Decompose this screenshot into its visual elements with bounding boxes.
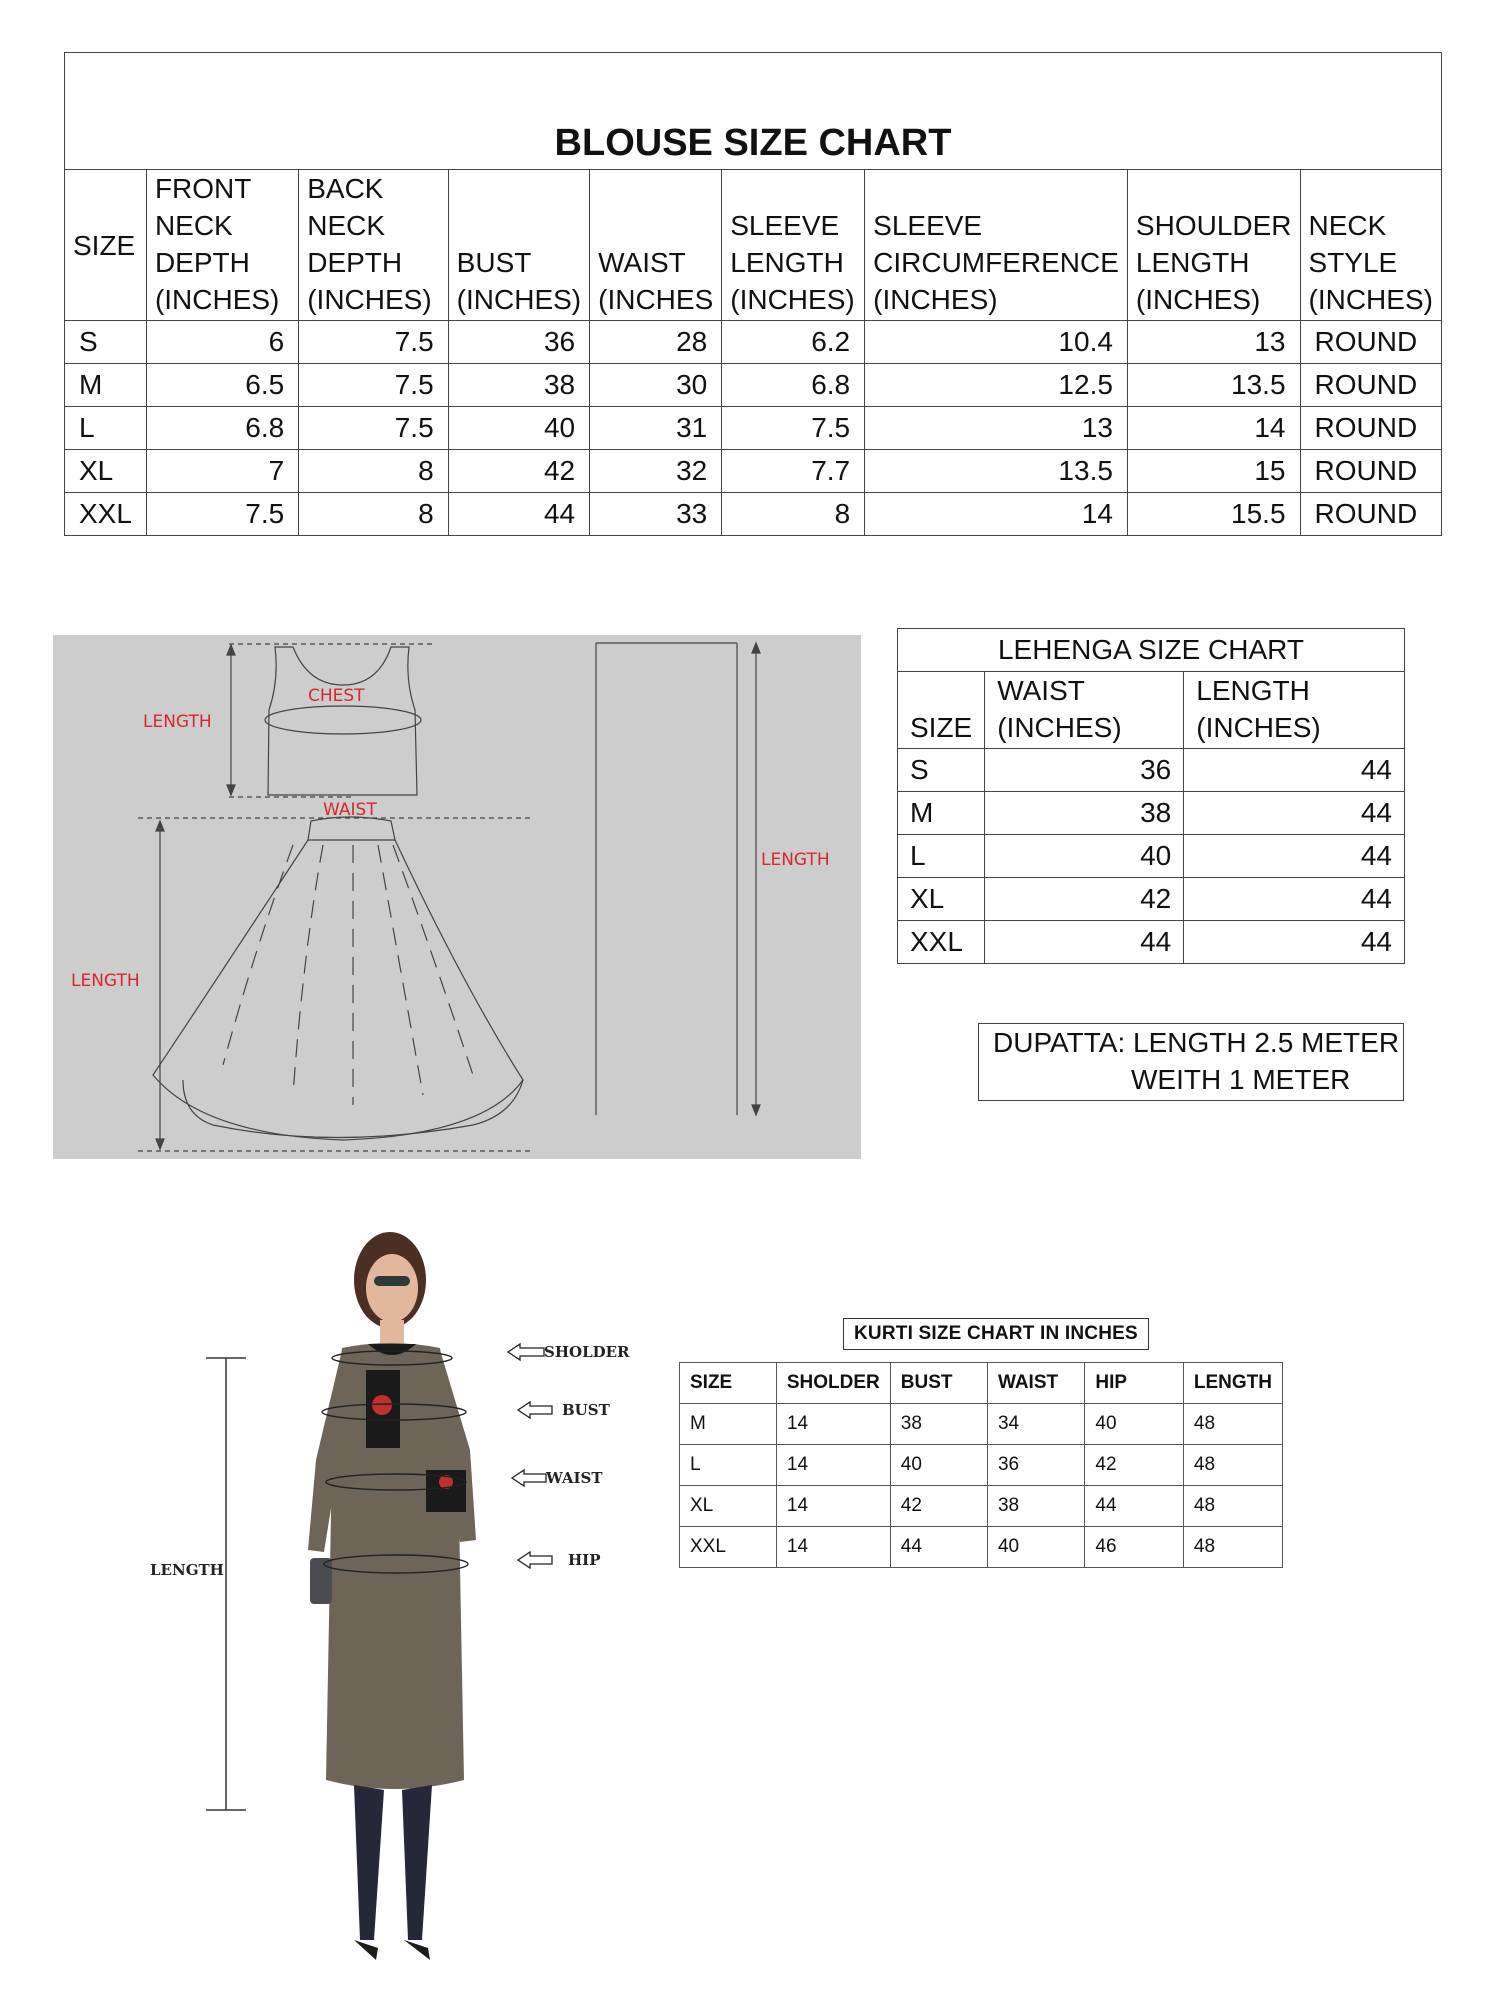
shoulder-label: SHOLDER	[544, 1343, 630, 1361]
table-cell: L	[65, 407, 147, 450]
table-cell: ROUND	[1300, 407, 1441, 450]
table-cell: 10.4	[865, 321, 1128, 364]
table-cell: L	[898, 835, 985, 878]
table-cell: 6.5	[146, 364, 298, 407]
column-header: LENGTH	[1183, 1363, 1282, 1404]
length-label: LENGTH	[71, 971, 140, 991]
table-cell: XXL	[65, 493, 147, 536]
table-cell: 8	[299, 450, 448, 493]
table-cell: 44	[1184, 792, 1405, 835]
column-header: BACK NECK DEPTH (INCHES)	[299, 170, 448, 321]
kurti-measurement-diagram	[140, 1220, 660, 1990]
table-cell: 42	[1085, 1445, 1183, 1486]
length-label: LENGTH	[150, 1561, 224, 1579]
table-row	[680, 1445, 1283, 1486]
table-cell: 28	[590, 321, 722, 364]
table-cell: 40	[448, 407, 589, 450]
dupatta-length-text: DUPATTA: LENGTH 2.5 METER	[993, 1027, 1400, 1058]
table-cell: 6.8	[146, 407, 298, 450]
table-cell: M	[680, 1404, 777, 1445]
table-row	[680, 1486, 1283, 1527]
dupatta-width-text: WEITH 1 METER	[1131, 1064, 1351, 1095]
dupatta-info-box	[978, 1023, 1404, 1101]
blouse-chart-title: BLOUSE SIZE CHART	[65, 53, 1442, 170]
table-row	[65, 493, 1442, 536]
table-row	[898, 749, 1405, 792]
table-cell: 44	[890, 1527, 987, 1568]
column-header: BUST	[890, 1363, 987, 1404]
table-cell: M	[65, 364, 147, 407]
table-cell: 13	[865, 407, 1128, 450]
table-row	[680, 1527, 1283, 1568]
column-header: SIZE	[680, 1363, 777, 1404]
table-cell: ROUND	[1300, 321, 1441, 364]
table-row	[898, 835, 1405, 878]
table-cell: ROUND	[1300, 450, 1441, 493]
table-cell: XXL	[680, 1527, 777, 1568]
table-cell: XL	[898, 878, 985, 921]
table-cell: 38	[890, 1404, 987, 1445]
table-cell: 44	[1184, 878, 1405, 921]
kurti-header-row	[680, 1363, 1283, 1404]
table-cell: 7.5	[722, 407, 865, 450]
column-header: SLEEVE CIRCUMFERENCE (INCHES)	[865, 170, 1128, 321]
table-cell: 42	[890, 1486, 987, 1527]
blouse-size-chart	[64, 52, 1442, 536]
table-cell: 34	[987, 1404, 1084, 1445]
table-cell: 12.5	[865, 364, 1128, 407]
table-cell: 30	[590, 364, 722, 407]
table-cell: XXL	[898, 921, 985, 964]
table-cell: 48	[1183, 1404, 1282, 1445]
table-cell: S	[65, 321, 147, 364]
table-row	[65, 407, 1442, 450]
table-cell: 44	[448, 493, 589, 536]
table-cell: 40	[987, 1527, 1084, 1568]
lehenga-chart-title: LEHENGA SIZE CHART	[898, 629, 1405, 672]
table-cell: 7.5	[146, 493, 298, 536]
blouse-header-row	[65, 170, 1442, 321]
waist-label: WAIST	[323, 800, 377, 820]
column-header: WAIST	[987, 1363, 1084, 1404]
table-cell: S	[898, 749, 985, 792]
table-cell: ROUND	[1300, 364, 1441, 407]
column-header: FRONT NECK DEPTH (INCHES)	[146, 170, 298, 321]
table-cell: 48	[1183, 1527, 1282, 1568]
table-cell: 40	[890, 1445, 987, 1486]
table-cell: 15.5	[1127, 493, 1300, 536]
table-cell: 14	[865, 493, 1128, 536]
table-cell: 40	[985, 835, 1184, 878]
column-header: SHOLDER	[776, 1363, 890, 1404]
table-cell: 38	[987, 1486, 1084, 1527]
table-cell: 44	[1184, 749, 1405, 792]
table-cell: 48	[1183, 1486, 1282, 1527]
table-cell: 7.5	[299, 407, 448, 450]
table-cell: 38	[448, 364, 589, 407]
waist-label: WAIST	[546, 1469, 603, 1487]
table-cell: 6	[146, 321, 298, 364]
table-cell: 44	[1184, 921, 1405, 964]
table-row	[680, 1404, 1283, 1445]
table-cell: 6.8	[722, 364, 865, 407]
table-cell: L	[680, 1445, 777, 1486]
column-header: WAIST (INCHES)	[985, 672, 1184, 749]
table-row	[898, 878, 1405, 921]
table-cell: 36	[448, 321, 589, 364]
table-cell: 36	[987, 1445, 1084, 1486]
table-cell: 7	[146, 450, 298, 493]
column-header: HIP	[1085, 1363, 1183, 1404]
lehenga-size-chart	[897, 628, 1405, 964]
table-cell: 14	[1127, 407, 1300, 450]
table-cell: 13.5	[865, 450, 1128, 493]
table-cell: 42	[448, 450, 589, 493]
column-header: LENGTH (INCHES)	[1184, 672, 1405, 749]
table-cell: 42	[985, 878, 1184, 921]
table-cell: 33	[590, 493, 722, 536]
table-cell: 36	[985, 749, 1184, 792]
column-header: SLEEVE LENGTH (INCHES)	[722, 170, 865, 321]
kurti-chart-title: KURTI SIZE CHART IN INCHES	[843, 1318, 1149, 1350]
table-cell: 31	[590, 407, 722, 450]
table-cell: 8	[299, 493, 448, 536]
column-header: SHOULDER LENGTH (INCHES)	[1127, 170, 1300, 321]
column-header: WAIST (INCHES	[590, 170, 722, 321]
column-header: NECK STYLE (INCHES)	[1300, 170, 1441, 321]
table-cell: 7.7	[722, 450, 865, 493]
table-cell: 7.5	[299, 321, 448, 364]
table-cell: 13	[1127, 321, 1300, 364]
table-row	[65, 364, 1442, 407]
table-cell: ROUND	[1300, 493, 1441, 536]
table-cell: 32	[590, 450, 722, 493]
table-cell: 14	[776, 1486, 890, 1527]
table-row	[65, 450, 1442, 493]
bust-label: BUST	[562, 1401, 610, 1419]
table-cell: 40	[1085, 1404, 1183, 1445]
table-cell: 15	[1127, 450, 1300, 493]
hip-label: HIP	[568, 1551, 601, 1569]
table-cell: XL	[680, 1486, 777, 1527]
table-cell: 38	[985, 792, 1184, 835]
kurti-size-chart	[679, 1362, 1283, 1568]
chest-label: CHEST	[308, 686, 365, 706]
table-cell: 14	[776, 1404, 890, 1445]
table-row	[65, 321, 1442, 364]
table-row	[898, 921, 1405, 964]
table-row	[898, 792, 1405, 835]
length-label: LENGTH	[143, 712, 212, 732]
table-cell: 13.5	[1127, 364, 1300, 407]
table-cell: XL	[65, 450, 147, 493]
column-header: SIZE	[898, 672, 985, 749]
table-cell: 48	[1183, 1445, 1282, 1486]
table-cell: 8	[722, 493, 865, 536]
lehenga-measurement-diagram	[53, 635, 861, 1159]
column-header: SIZE	[65, 170, 147, 321]
length-label: LENGTH	[761, 850, 830, 870]
table-cell: 14	[776, 1527, 890, 1568]
table-cell: 7.5	[299, 364, 448, 407]
lehenga-illustration	[53, 635, 861, 1159]
table-cell: 14	[776, 1445, 890, 1486]
table-cell: 44	[1085, 1486, 1183, 1527]
lehenga-header-row	[898, 672, 1405, 749]
table-cell: M	[898, 792, 985, 835]
table-cell: 46	[1085, 1527, 1183, 1568]
table-cell: 44	[985, 921, 1184, 964]
column-header: BUST (INCHES)	[448, 170, 589, 321]
table-cell: 44	[1184, 835, 1405, 878]
model-figure	[308, 1232, 476, 1960]
table-cell: 6.2	[722, 321, 865, 364]
